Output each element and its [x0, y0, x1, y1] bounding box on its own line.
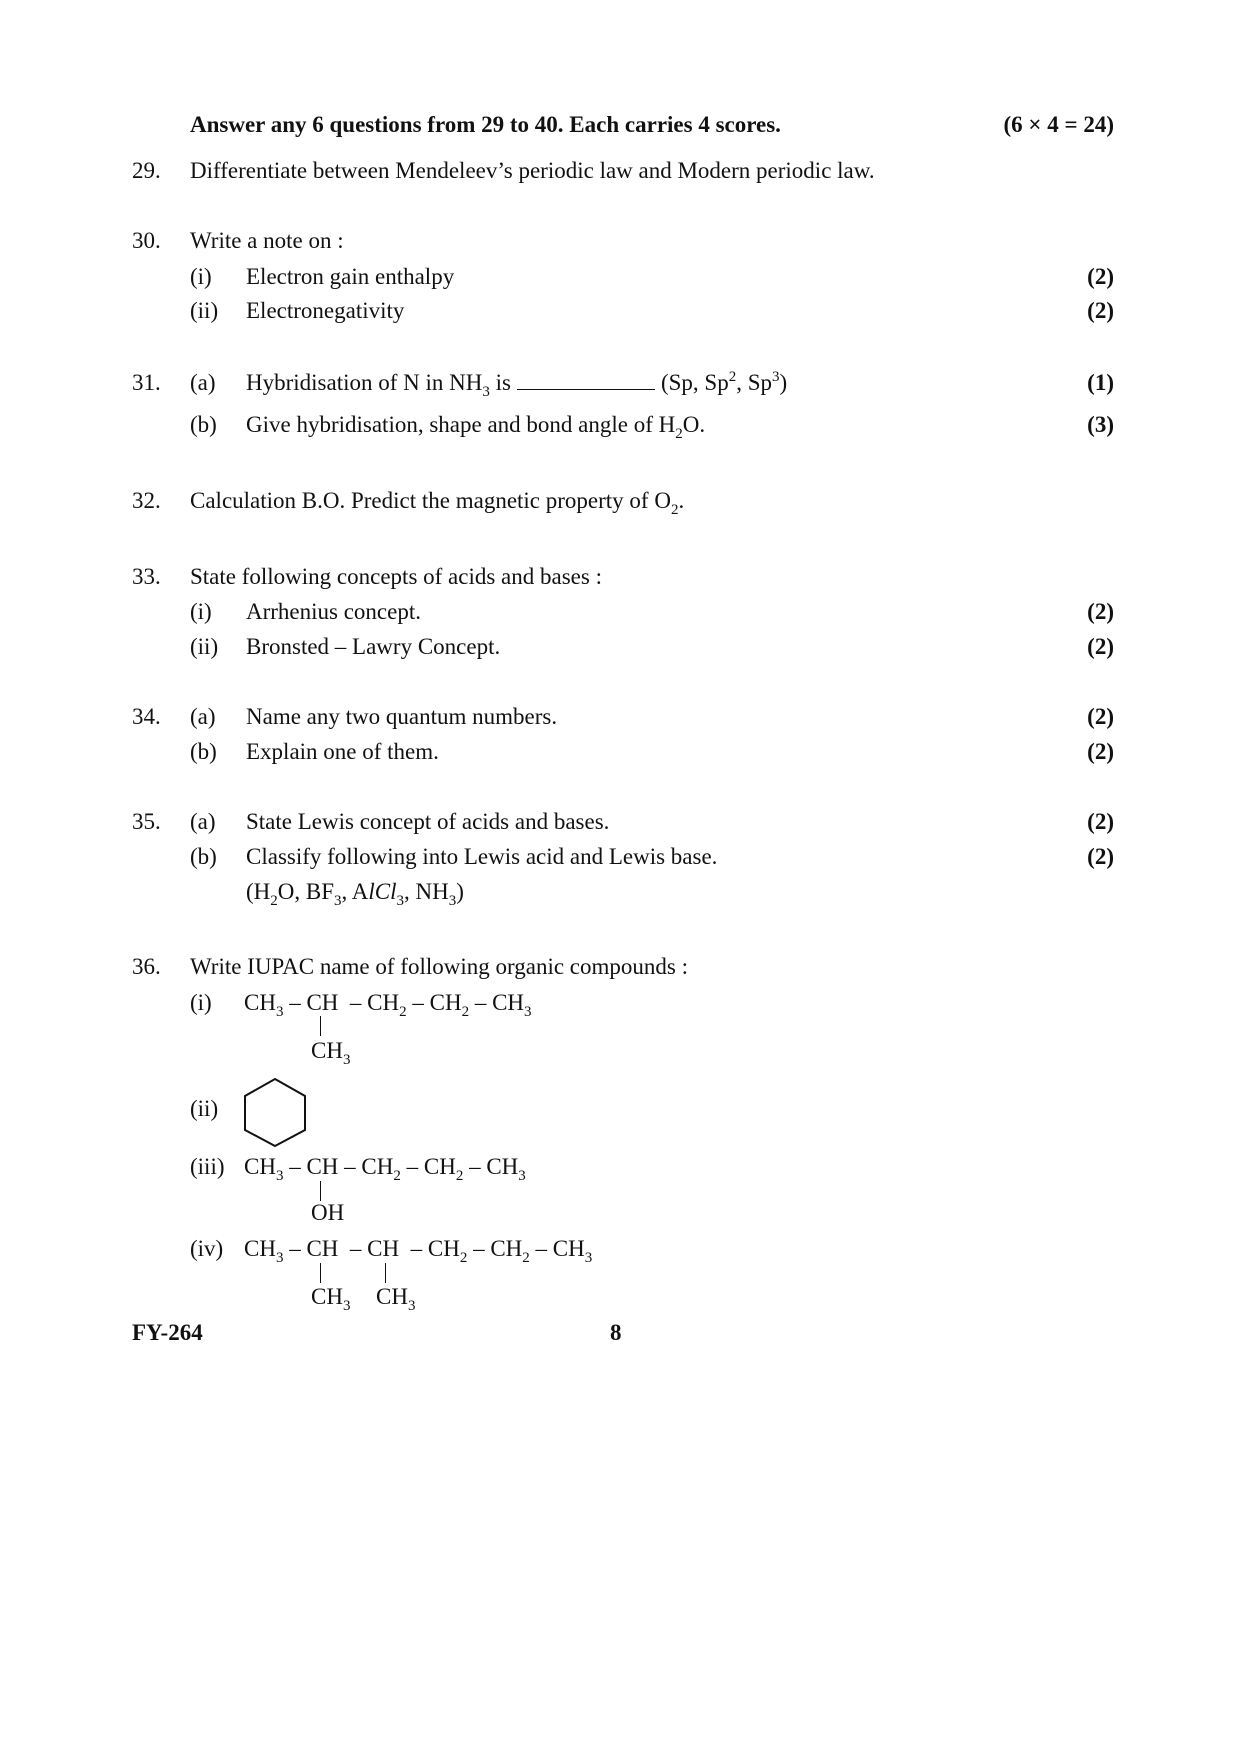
question-31-number: 31.	[132, 370, 161, 395]
section-instruction: Answer any 6 questions from 29 to 40. Each carries 4 scores.	[190, 112, 781, 137]
question-29-number: 29.	[132, 158, 161, 183]
question-33-part-i-marks: (2)	[1087, 599, 1114, 624]
cyclohexane-ring-icon	[241, 1076, 309, 1148]
bond-line	[385, 1263, 386, 1283]
question-34-part-a-text: Name any two quantum numbers.	[246, 704, 558, 729]
question-35-part-b-text: Classify following into Lewis acid and Lewis base.	[246, 844, 718, 869]
question-33-part-ii-marks: (2)	[1087, 634, 1114, 659]
question-34-part-b-marks: (2)	[1087, 739, 1114, 764]
question-34-part-a-label: (a)	[190, 704, 216, 729]
question-34-number: 34.	[132, 704, 161, 729]
formula-iv-branch-2: $CH_3$	[376, 1284, 416, 1314]
question-34-part-b-text: Explain one of them.	[246, 739, 439, 764]
question-31-part-b-label: (b)	[190, 412, 217, 437]
question-30-part-i-label: (i)	[190, 264, 212, 289]
bond-line	[320, 1263, 321, 1283]
question-33-text: State following concepts of acids and bases :	[190, 564, 602, 589]
answer-blank	[517, 369, 655, 390]
question-31-part-a-label: (a)	[190, 370, 216, 395]
question-35-part-a-label: (a)	[190, 809, 216, 834]
question-36-part-ii-label: (ii)	[190, 1096, 219, 1121]
question-32-number: 32.	[132, 488, 161, 513]
formula-iv-main-chain: $CH_3$ – CH – CH – $CH_2 - CH_2 - CH_3$	[244, 1236, 593, 1266]
formula-i-branch: $CH_3$	[311, 1038, 351, 1068]
question-34-part-b-label: (b)	[190, 739, 217, 764]
formula-i-main-chain: $CH_3$ – CH – $CH_2 - CH_2 - CH_3$	[244, 990, 532, 1020]
question-36-part-iii-label: (iii)	[190, 1154, 225, 1179]
question-35-part-a-text: State Lewis concept of acids and bases.	[246, 809, 610, 834]
question-30-part-i-text: Electron gain enthalpy	[246, 264, 455, 289]
question-30-text: Write a note on :	[190, 228, 344, 253]
question-30-part-i-marks: (2)	[1087, 264, 1114, 289]
page-number: 8	[610, 1320, 622, 1345]
question-31-part-b-marks: (3)	[1087, 412, 1114, 437]
question-31-part-b-text: Give hybridisation, shape and bond angle of $H_2O$.	[246, 412, 706, 442]
question-30-part-ii-text: Electronegativity	[246, 298, 405, 323]
question-33-number: 33.	[132, 564, 161, 589]
question-36-part-i-label: (i)	[190, 990, 212, 1015]
question-35-number: 35.	[132, 809, 161, 834]
question-30-part-ii-label: (ii)	[190, 298, 219, 323]
section-marks: (6 × 4 = 24)	[1003, 112, 1114, 137]
question-30-part-ii-marks: (2)	[1087, 298, 1114, 323]
formula-iii-branch: OH	[311, 1200, 345, 1225]
question-32-text: Calculation B.O. Predict the magnetic property of $O_2$.	[190, 488, 685, 518]
question-36-number: 36.	[132, 954, 161, 979]
question-31-part-a-text: Hybridisation of N in $NH_3$ is (Sp, Sp$^2$, Sp$^3$)	[246, 369, 788, 400]
question-30-number: 30.	[132, 228, 161, 253]
question-29-text: Differentiate between Mendeleev’s periodic law and Modern periodic law.	[190, 158, 875, 183]
question-35-part-a-marks: (2)	[1087, 809, 1114, 834]
question-33-part-ii-text: Bronsted – Lawry Concept.	[246, 634, 501, 659]
formula-iv-branch-1: $CH_3$	[311, 1284, 351, 1314]
question-34-part-a-marks: (2)	[1087, 704, 1114, 729]
question-33-part-ii-label: (ii)	[190, 634, 219, 659]
paper-code: FY-264	[132, 1320, 203, 1345]
question-35-part-b-label: (b)	[190, 844, 217, 869]
question-36-text: Write IUPAC name of following organic compounds :	[190, 954, 688, 979]
question-33-part-i-text: Arrhenius concept.	[246, 599, 421, 624]
formula-iii-main-chain: $CH_3$ – CH – $CH_2 - CH_2 - CH_3$	[244, 1154, 526, 1184]
question-35-part-b-marks: (2)	[1087, 844, 1114, 869]
question-36-part-iv-label: (iv)	[190, 1236, 224, 1261]
question-35-compound-list: ($H_2O$, $BF_3$, AlCl$_3$, $NH_3$)	[246, 879, 464, 909]
question-31-part-a-marks: (1)	[1087, 370, 1114, 395]
bond-line	[320, 1016, 321, 1036]
question-33-part-i-label: (i)	[190, 599, 212, 624]
